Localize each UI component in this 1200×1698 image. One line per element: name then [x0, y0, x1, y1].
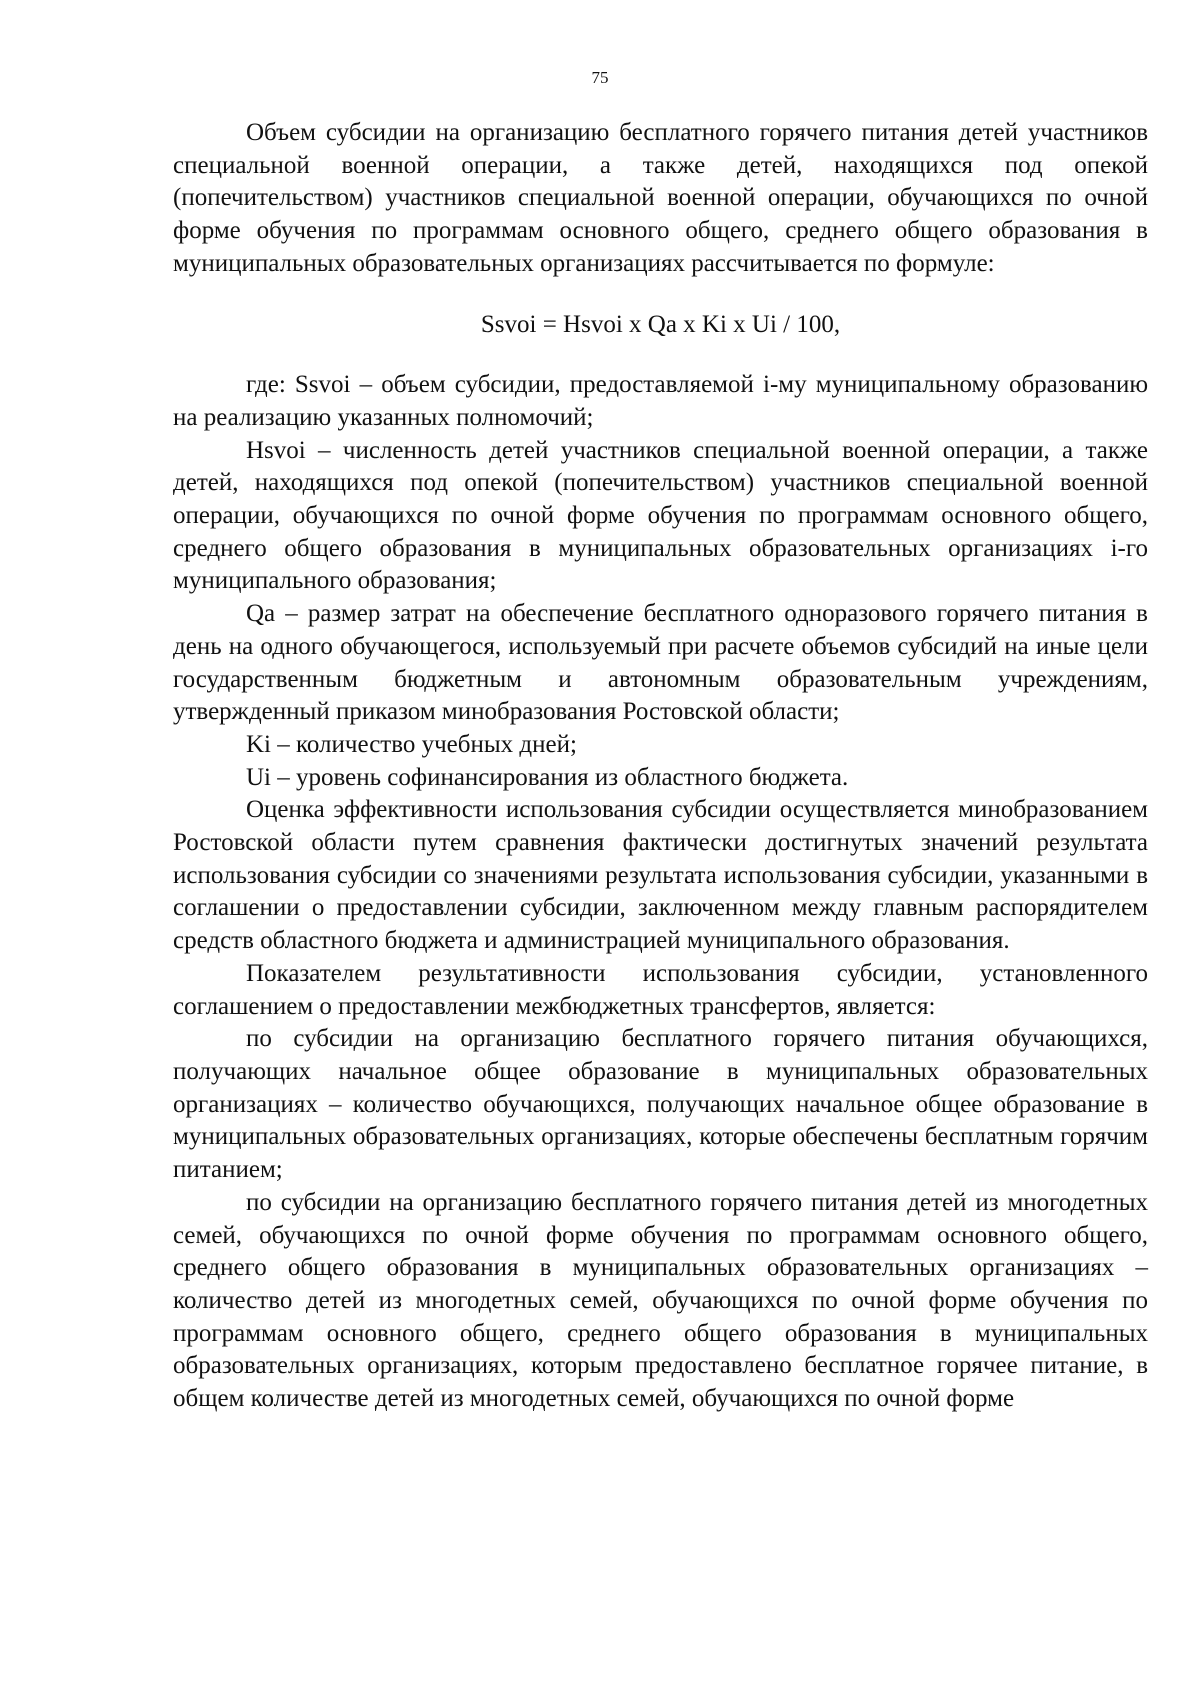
definition-qa: Qa – размер затрат на обеспечение бесплатного одноразового горячего питания в день на одного обучающегося, используемый при расчете объемов субсидий на иные цели государственным бюджетным и автономным образовательным учреждениям, утвержденный приказом минобразования Ростовской области;	[173, 600, 1148, 726]
definition-ssvoi: где: Ssvoi – объем субсидии, предоставляемой i-му муниципальному образованию на реализацию указанных полномочий;	[173, 371, 1148, 431]
definition-ki: Ki – количество учебных дней;	[246, 730, 577, 758]
performance-indicator-paragraph: Показателем результативности использования субсидии, установленного соглашением о предоставлении межбюджетных трансфертов, является:	[173, 959, 1148, 1020]
indicator-large-families-paragraph: по субсидии на организацию бесплатного горячего питания детей из многодетных семей, обучающихся по очной форме обучения по программам основного общего, среднего общего образования в муниципальных образовательных организациях – количество детей из многодетных семей, обучающихся по очной форме обучения по программам основного общего, среднего общего образования в муниципальных образовательных организациях, которым предоставлено бесплатное горячее питание, в общем количестве детей из многодетных семей, обучающихся по очной форме	[173, 1188, 1148, 1413]
indicator-primary-education-paragraph: по субсидии на организацию бесплатного горячего питания обучающихся, получающих начальное общее образование в муниципальных образовательных организациях – количество обучающихся, получающих начальное общее образование в муниципальных образовательных организациях, которые обеспечены бесплатным горячим питанием;	[173, 1025, 1148, 1184]
page-number: 75	[591, 68, 609, 87]
definition-ui: Ui – уровень софинансирования из областного бюджета.	[246, 763, 849, 791]
definition-hsvoi: Hsvoi – численность детей участников специальной военной операции, а также детей, находящихся под опекой (попечительством) участников специальной военной операции, обучающихся по очной форме обучения по программам основного общего, среднего общего образования в муниципальных образовательных организациях i-го муниципального образования;	[173, 436, 1148, 595]
subsidy-formula: Ssvoi = Hsvoi x Qa x Ki x Ui / 100,	[480, 310, 841, 338]
document-body	[173, 117, 1148, 1416]
intro-paragraph: Объем субсидии на организацию бесплатного горячего питания детей участников специальной военной операции, а также детей, находящихся под опекой (попечительством) участников специальной военной операции, обучающихся по очной форме обучения по программам основного общего, среднего общего образования в муниципальных образовательных организациях рассчитывается по формуле:	[173, 119, 1148, 277]
efficiency-assessment-paragraph: Оценка эффективности использования субсидии осуществляется минобразованием Ростовской области путем сравнения фактически достигнутых значений результата использования субсидии со значениями результата использования субсидии, указанными в соглашении о предоставлении субсидии, заключенном между главным распорядителем средств областного бюджета и администрацией муниципального образования.	[173, 796, 1148, 955]
